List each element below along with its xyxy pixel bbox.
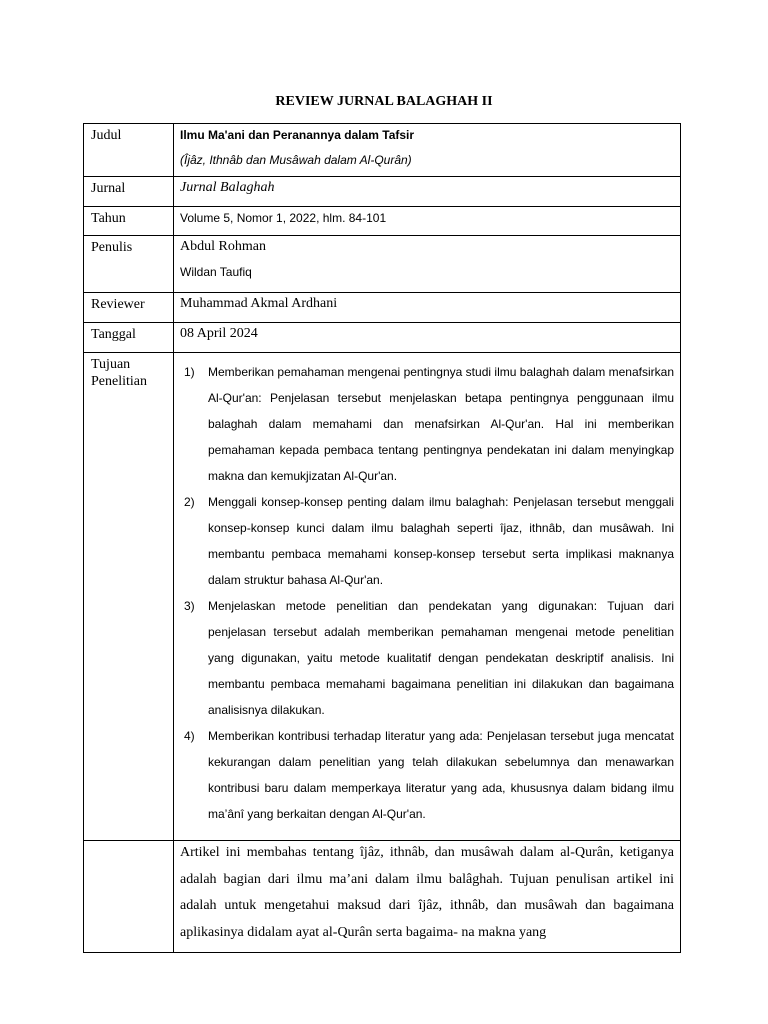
goals-list bbox=[180, 359, 680, 827]
journal-name: Jurnal Balaghah bbox=[180, 180, 275, 195]
row-value bbox=[174, 293, 681, 323]
author-1: Abdul Rohman bbox=[180, 239, 266, 254]
list-item bbox=[180, 359, 674, 489]
title-line-2: (Îjâz, Ithnâb dan Musâwah dalam Al-Qurân) bbox=[180, 153, 412, 167]
reviewer-name: Muhammad Akmal Ardhani bbox=[180, 296, 338, 311]
row-value bbox=[174, 841, 681, 953]
row-reviewer bbox=[84, 293, 681, 323]
row-value bbox=[174, 323, 681, 353]
row-label: Reviewer bbox=[84, 293, 174, 323]
row-penulis bbox=[84, 236, 681, 293]
row-value bbox=[174, 236, 681, 293]
list-number: 2) bbox=[184, 495, 195, 509]
row-label bbox=[84, 841, 174, 953]
row-value bbox=[174, 207, 681, 236]
list-text: Menjelaskan metode penelitian dan pendekatan yang digunakan: Tujuan dari penjelasan tersebut adalah memberikan pemahaman mengenai metode penelitian yang digunakan, yaitu metode kualitatif dengan pendekatan deskriptif analisis. Ini membantu pembaca memahami bagaimana penelitian ini dilakukan dan bagaimana analisisnya dilakukan. bbox=[208, 599, 674, 717]
list-number: 1) bbox=[184, 365, 195, 379]
title-line-1: Ilmu Ma'ani dan Peranannya dalam Tafsir bbox=[180, 128, 415, 142]
list-item bbox=[180, 489, 674, 593]
list-text: Menggali konsep-konsep penting dalam ilmu balaghah: Penjelasan tersebut menggali konsep-konsep kunci dalam ilmu balaghah seperti îjaz, ithnâb, dan musâwah. Ini membantu pembaca memahami konsep-konsep tersebut serta implikasi maknanya dalam struktur bahasa Al-Qur'an. bbox=[208, 495, 674, 587]
row-value bbox=[174, 353, 681, 841]
list-text: Memberikan pemahaman mengenai pentingnya studi ilmu balaghah dalam menafsirkan Al-Qur'an: Penjelasan tersebut menjelaskan betapa pentingnya penggunaan ilmu balaghah dalam memahami dan menafsirkan Al-Qur'an. Hal ini memberikan pemahaman kepada pembaca tentang pentingnya pendekatan ini dalam menyingkap makna dan kemukjizatan Al-Qur'an. bbox=[208, 365, 674, 483]
row-label: Penulis bbox=[84, 236, 174, 293]
list-text: Memberikan kontribusi terhadap literatur yang ada: Penjelasan tersebut juga mencatat kekurangan dalam penelitian yang telah dilakukan sebelumnya dan menawarkan kontribusi baru dalam memperkaya literatur yang ada, khususnya dalam bidang ilmu ma’ânî yang berkaitan dengan Al-Qur'an. bbox=[208, 729, 674, 821]
row-label: Tujuan Penelitian bbox=[84, 353, 174, 841]
volume-info: Volume 5, Nomor 1, 2022, hlm. 84-101 bbox=[180, 211, 387, 225]
abstract-text: Artikel ini membahas tentang îjâz, ithnâb, dan musâwah dalam al-Qurân, ketiganya adalah bagian dari ilmu ma’ani dalam ilmu balâghah. Tujuan penulisan artikel ini adalah untuk mengetahui maksud dari îjâz, ithnâb, dan musâwah dan bagaimana aplikasinya didalam ayat al-Qurân serta bagaima- na makna yang bbox=[180, 845, 674, 940]
row-value bbox=[174, 177, 681, 207]
row-value bbox=[174, 124, 681, 177]
row-label: Judul bbox=[84, 124, 174, 177]
list-number: 4) bbox=[184, 729, 195, 743]
review-table bbox=[83, 123, 681, 953]
row-tanggal bbox=[84, 323, 681, 353]
row-label: Tanggal bbox=[84, 323, 174, 353]
row-tujuan bbox=[84, 353, 681, 841]
list-number: 3) bbox=[184, 599, 195, 613]
row-label: Jurnal bbox=[84, 177, 174, 207]
row-judul bbox=[84, 124, 681, 177]
review-date: 08 April 2024 bbox=[180, 326, 258, 341]
row-label: Tahun bbox=[84, 207, 174, 236]
row-tahun bbox=[84, 207, 681, 236]
row-abstract bbox=[84, 841, 681, 953]
row-jurnal bbox=[84, 177, 681, 207]
list-item bbox=[180, 593, 674, 723]
page-title: REVIEW JURNAL BALAGHAH II bbox=[275, 94, 493, 109]
author-2: Wildan Taufiq bbox=[180, 265, 252, 279]
list-item bbox=[180, 723, 674, 827]
